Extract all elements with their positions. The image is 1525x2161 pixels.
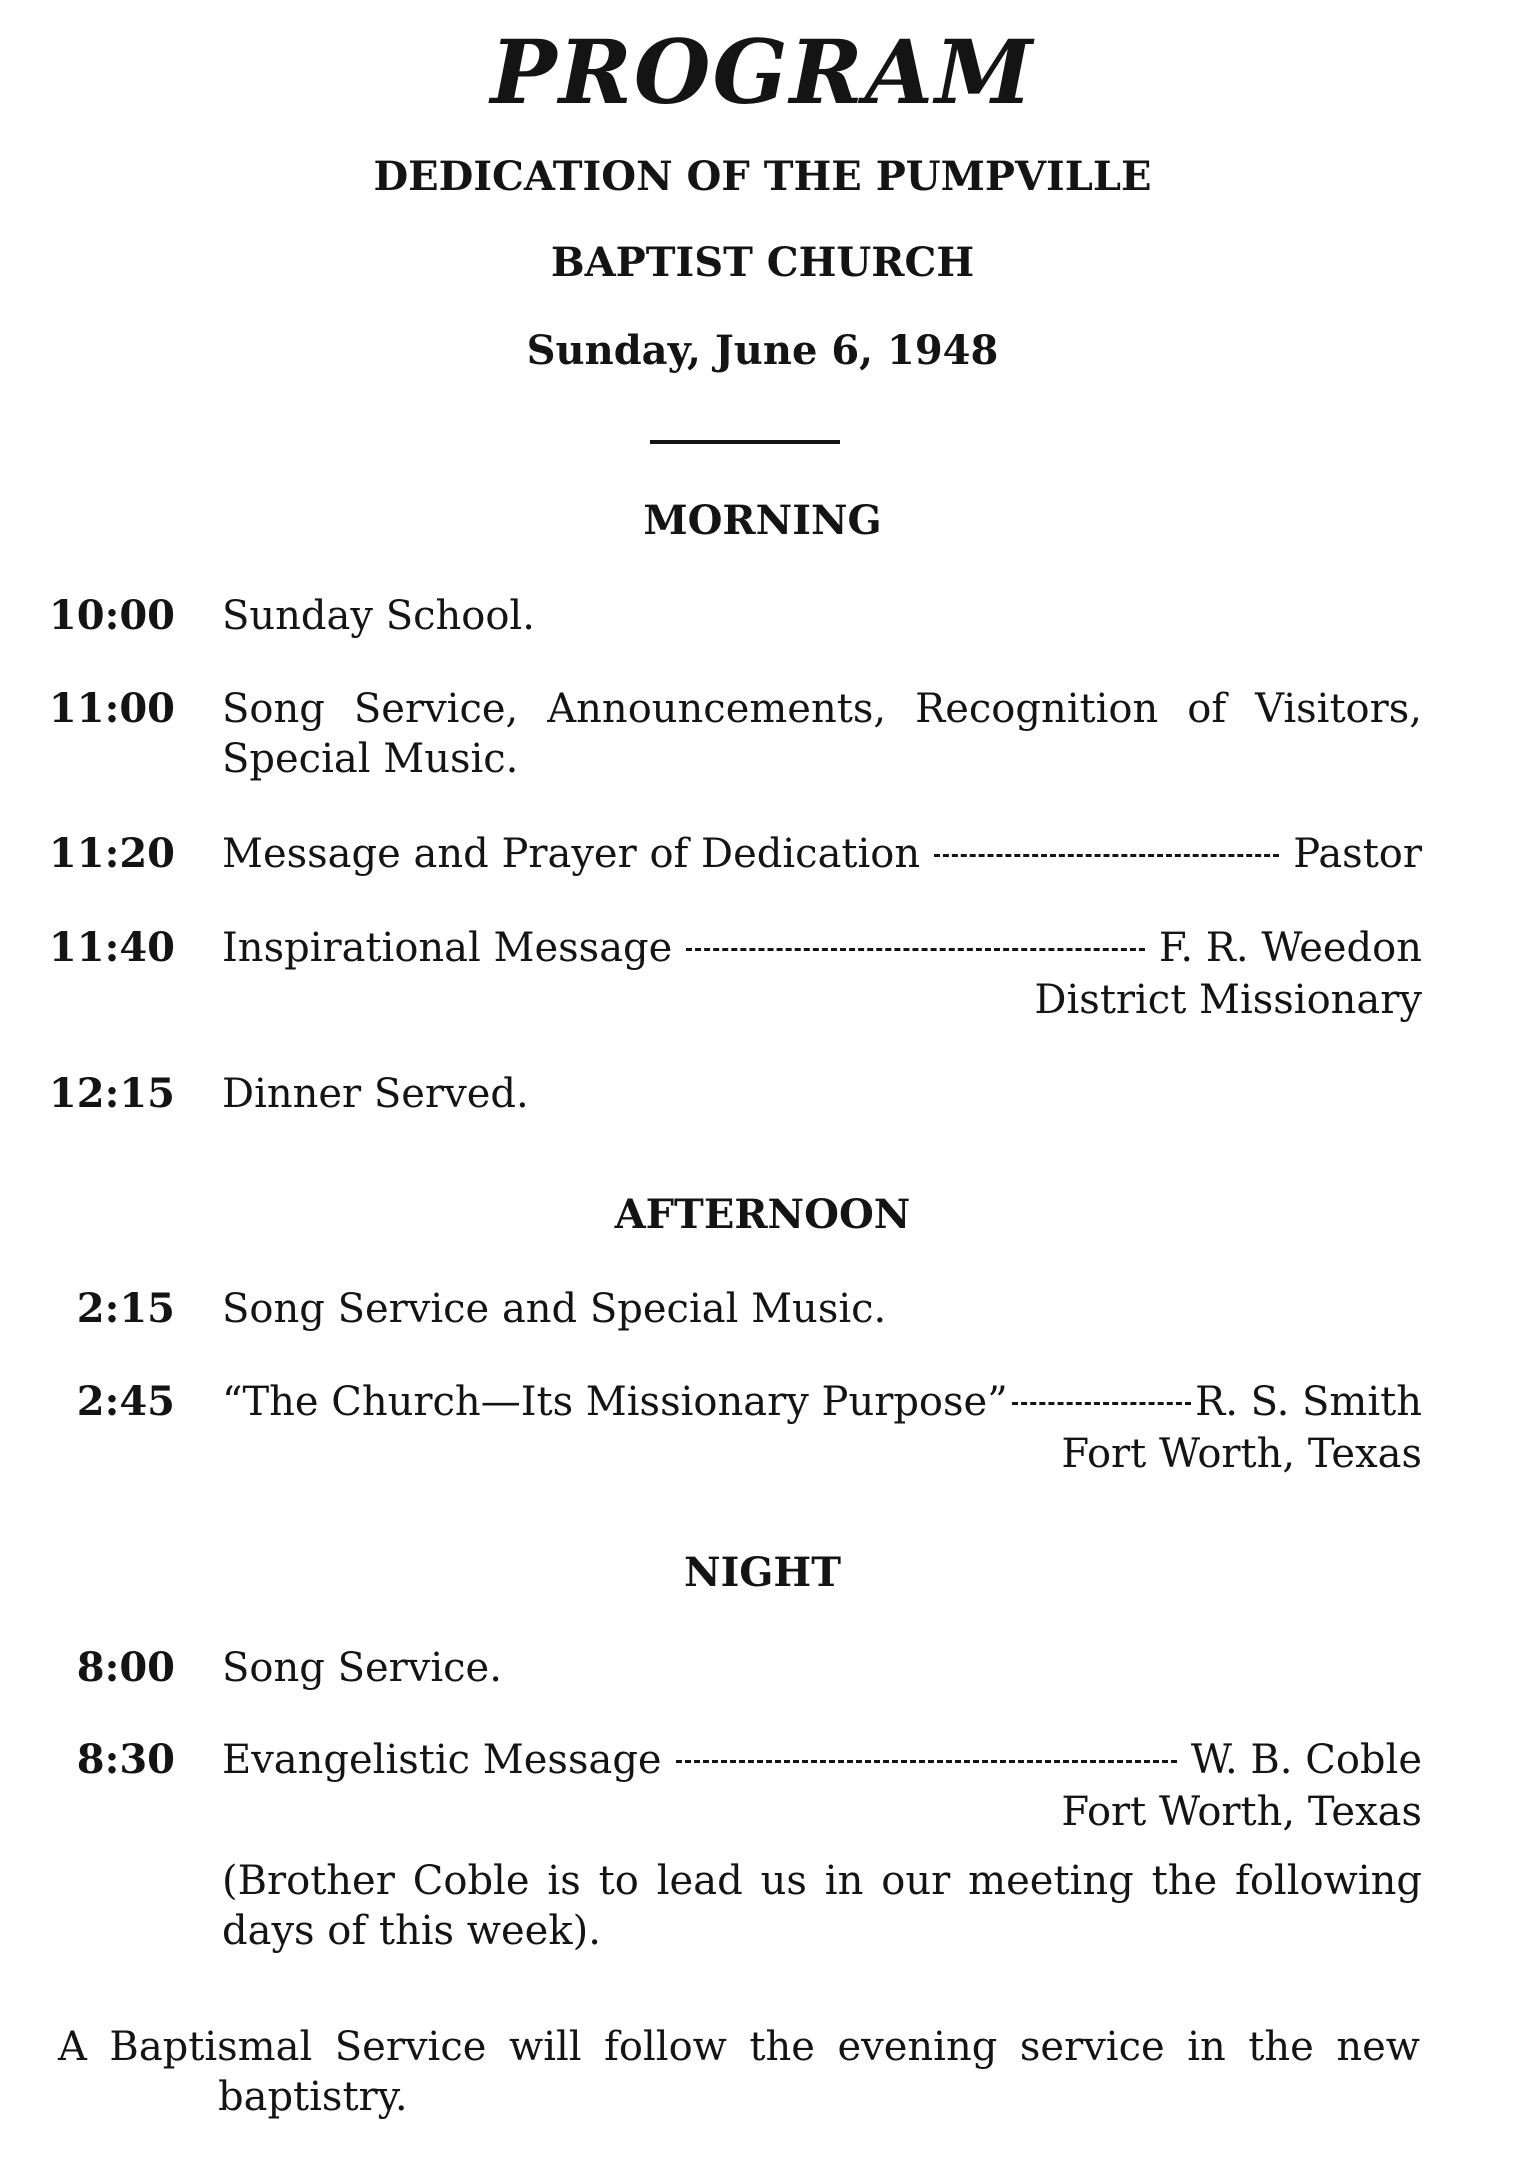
item-text: Evangelistic Message <box>222 1737 662 1783</box>
closing-line-2: baptistry. <box>218 2074 408 2120</box>
closing-statement <box>58 2022 1420 2122</box>
item-time: 2:45 <box>76 1378 175 1425</box>
item-speaker: F. R. Weedon <box>1158 925 1422 971</box>
item-speaker: W. B. Coble <box>1190 1737 1422 1783</box>
speaker-note: District Missionary <box>1034 977 1422 1023</box>
speaker-note: Fort Worth, Texas <box>1061 1789 1422 1835</box>
subtitle-line-2: BAPTIST CHURCH <box>550 239 975 286</box>
item-time: 11:40 <box>48 924 175 971</box>
item-time: 11:20 <box>48 830 175 877</box>
leader-dashes <box>934 854 1279 857</box>
item-leader-line <box>222 1376 1422 1428</box>
item-text: Song Service, Announcements, Recognition of Visitors, <box>222 686 1422 732</box>
item-text-continued: Special Music. <box>222 736 519 782</box>
leader-dashes <box>676 1760 1177 1763</box>
leader-dashes <box>686 948 1145 951</box>
section-heading-morning: MORNING <box>643 497 882 544</box>
leader-dashes <box>1012 1402 1191 1405</box>
section-heading-afternoon: AFTERNOON <box>614 1191 911 1238</box>
item-time: 10:00 <box>48 592 175 639</box>
item-text-justified <box>222 683 1422 735</box>
item-text: Sunday School. <box>222 593 535 639</box>
night-note: (Brother Coble is to lead us in our meeting the following days of this week). <box>222 1858 1422 1954</box>
item-leader-line <box>222 922 1422 974</box>
section-heading-night: NIGHT <box>684 1549 841 1596</box>
closing-line-1: A Baptismal Service will follow the evening service in the new <box>58 2024 1420 2070</box>
item-text: Song Service and Special Music. <box>222 1286 887 1332</box>
item-text: “The Church—Its Missionary Purpose” <box>222 1379 1008 1425</box>
item-text: Song Service. <box>222 1645 502 1691</box>
item-text: Dinner Served. <box>222 1071 529 1117</box>
item-time: 11:00 <box>48 685 175 732</box>
page-title: PROGRAM <box>490 20 1035 124</box>
item-time: 8:30 <box>76 1736 175 1783</box>
divider-rule <box>650 440 840 444</box>
item-time: 12:15 <box>48 1070 175 1117</box>
item-leader-line <box>222 828 1422 880</box>
event-date: Sunday, June 6, 1948 <box>526 327 999 374</box>
item-leader-line <box>222 1734 1422 1786</box>
item-text: Message and Prayer of Dedication <box>222 831 921 877</box>
item-speaker: Pastor <box>1293 831 1422 877</box>
item-text: Inspirational Message <box>222 925 673 971</box>
item-speaker: R. S. Smith <box>1195 1379 1422 1425</box>
item-time: 8:00 <box>76 1644 175 1691</box>
speaker-note: Fort Worth, Texas <box>1061 1431 1422 1477</box>
subtitle-line-1: DEDICATION OF THE PUMPVILLE <box>373 153 1152 200</box>
item-time: 2:15 <box>76 1285 175 1332</box>
